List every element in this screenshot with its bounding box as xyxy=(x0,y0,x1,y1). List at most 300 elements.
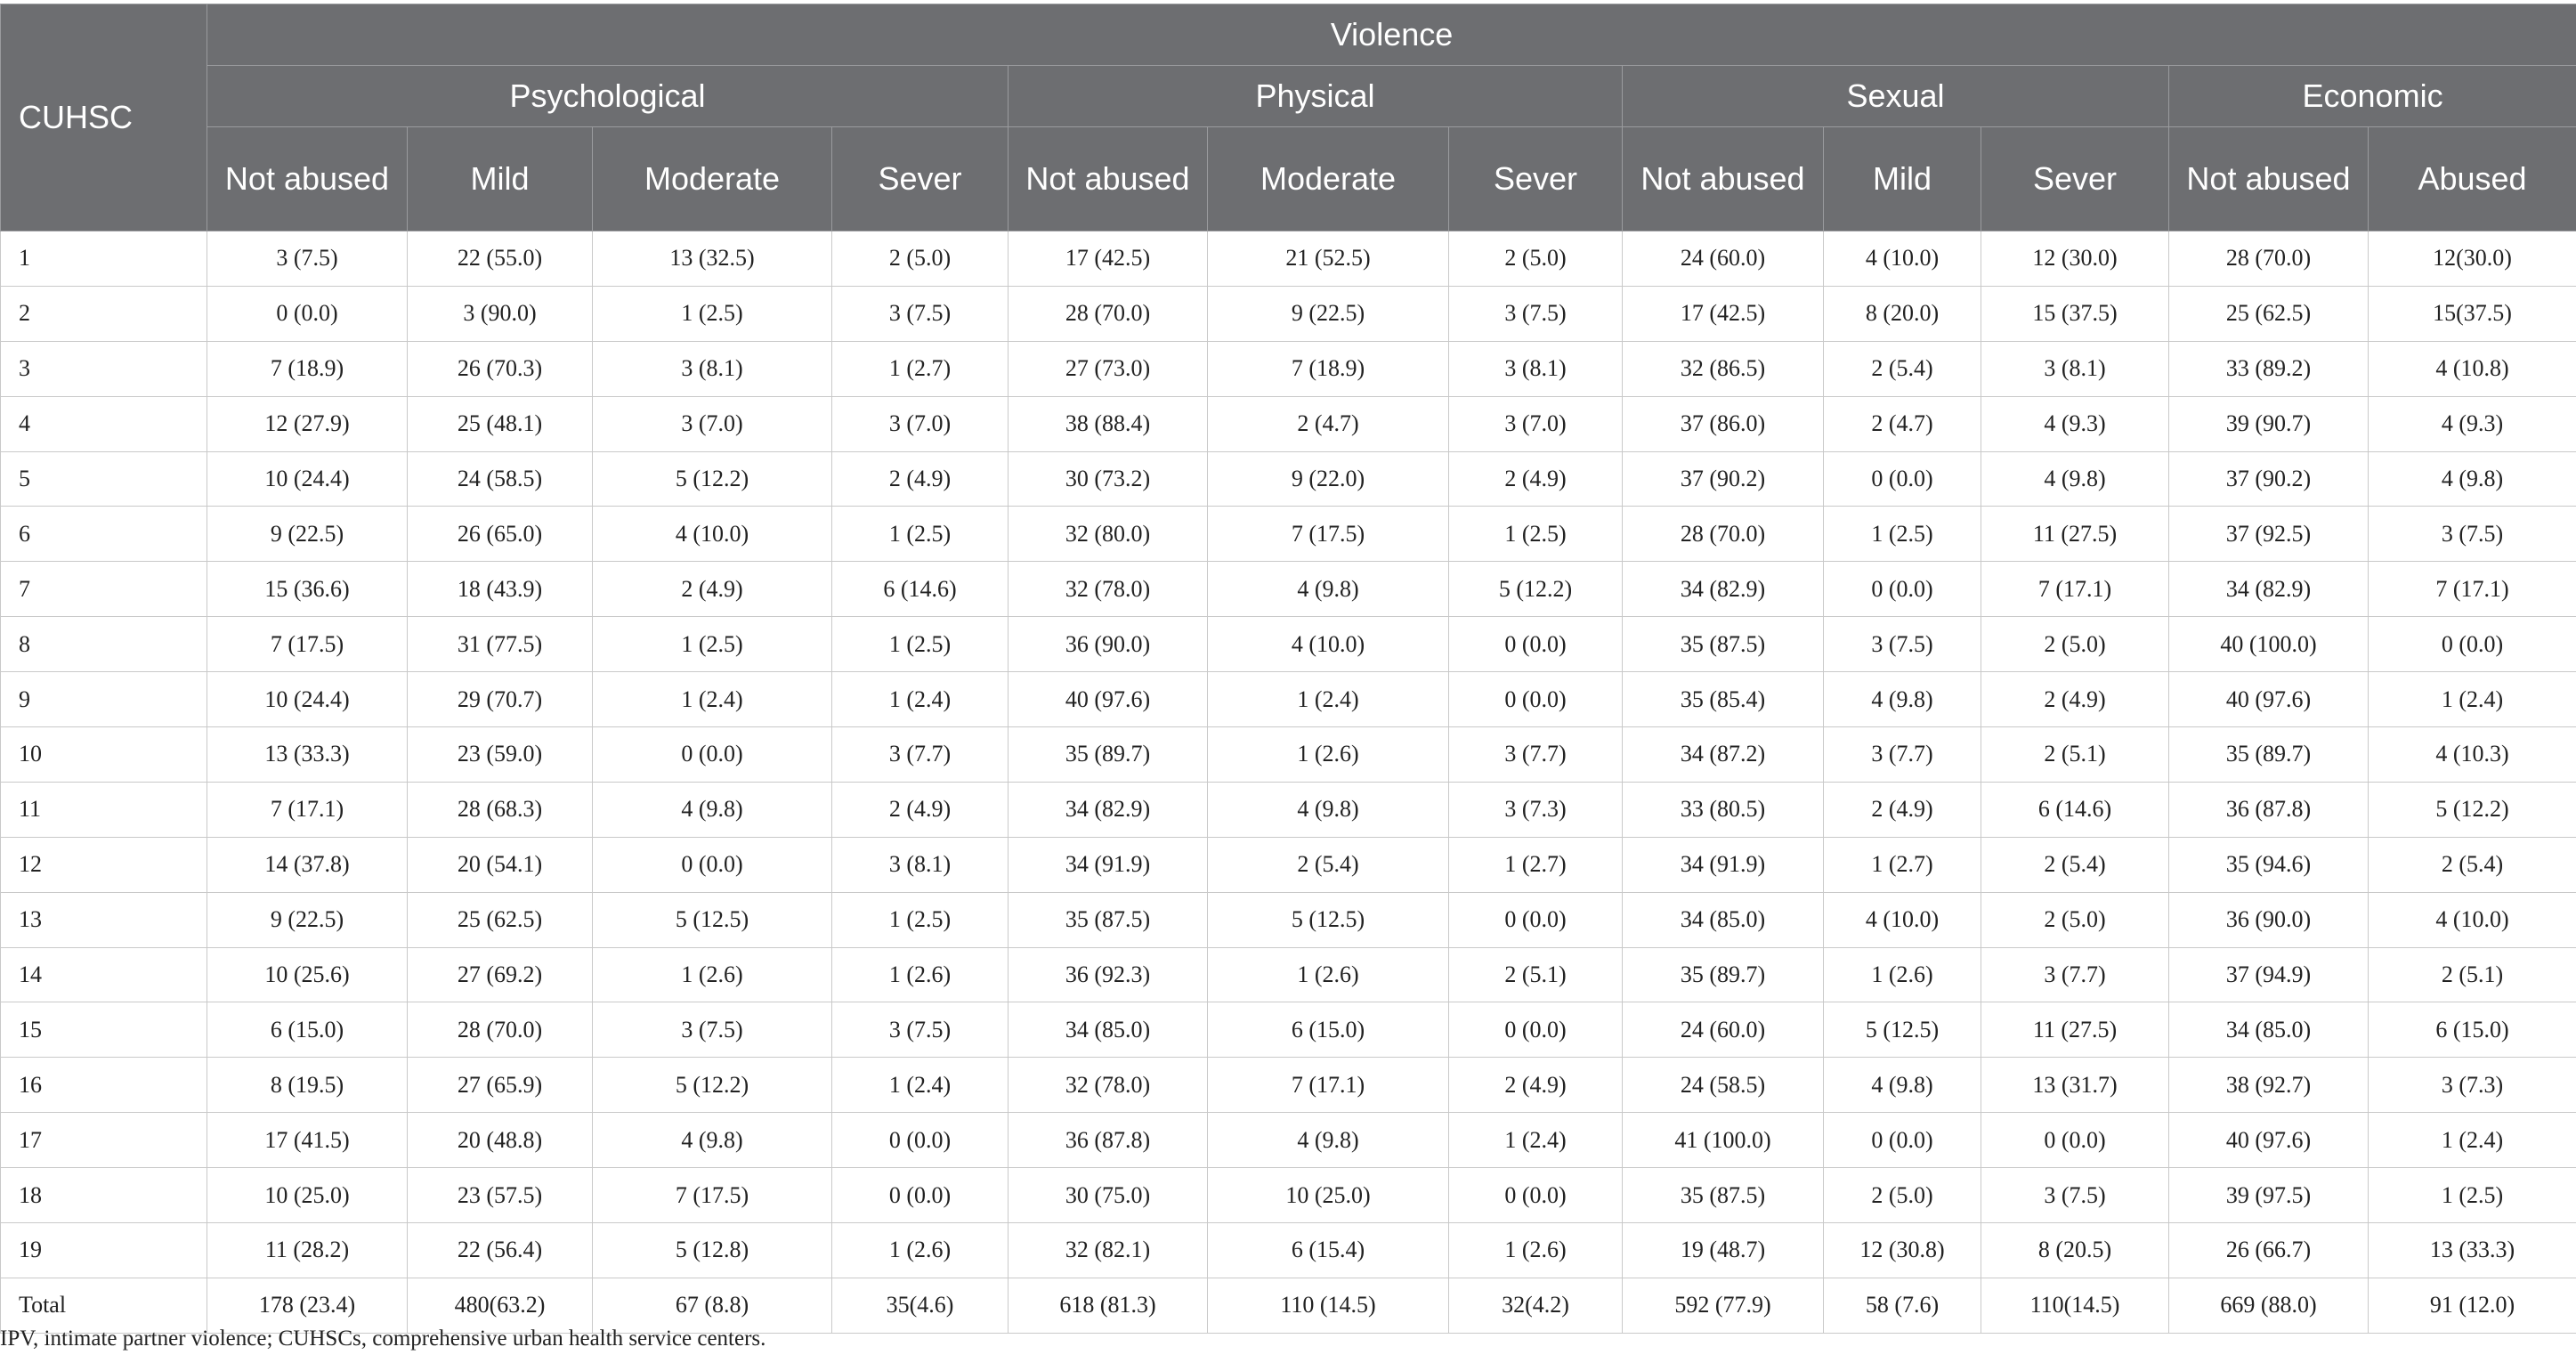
table-cell: 1 (2.6) xyxy=(1449,1223,1623,1278)
table-cell: 3 (7.5) xyxy=(1981,1168,2169,1223)
table-cell: 6 (15.0) xyxy=(207,1002,408,1058)
table-cell: 1 (2.5) xyxy=(832,892,1009,947)
table-cell: 37 (90.2) xyxy=(1623,451,1824,507)
table-cell: 6 (15.0) xyxy=(2369,1002,2576,1058)
table-cell: 32 (86.5) xyxy=(1623,341,1824,396)
table-cell: 4 (9.8) xyxy=(1824,672,1981,727)
table-cell: 30 (73.2) xyxy=(1009,451,1208,507)
row-label: 18 xyxy=(1,1168,207,1223)
table-cell: 1 (2.6) xyxy=(1824,947,1981,1002)
table-cell: 24 (60.0) xyxy=(1623,231,1824,287)
table-cell: 14 (37.8) xyxy=(207,837,408,892)
table-cell: 91 (12.0) xyxy=(2369,1278,2576,1333)
table-cell: 4 (10.8) xyxy=(2369,341,2576,396)
table-cell: 0 (0.0) xyxy=(207,286,408,341)
table-cell: 1 (2.5) xyxy=(593,617,832,672)
table-cell: 37 (94.9) xyxy=(2169,947,2369,1002)
table-cell: 6 (14.6) xyxy=(1981,782,2169,837)
table-cell: 32 (78.0) xyxy=(1009,562,1208,617)
table-cell: 1 (2.5) xyxy=(1824,507,1981,562)
table-cell: 37 (86.0) xyxy=(1623,396,1824,451)
table-body xyxy=(1,231,2576,1334)
table-cell: 12(30.0) xyxy=(2369,231,2576,287)
table-cell: 36 (87.8) xyxy=(2169,782,2369,837)
table-row xyxy=(1,837,2576,892)
table-cell: 37 (92.5) xyxy=(2169,507,2369,562)
table-cell: 3 (7.5) xyxy=(1449,286,1623,341)
table-cell: 4 (9.8) xyxy=(1981,451,2169,507)
table-cell: 27 (73.0) xyxy=(1009,341,1208,396)
table-cell: 24 (58.5) xyxy=(408,451,593,507)
table-cell: 0 (0.0) xyxy=(832,1113,1009,1168)
table-cell: 41 (100.0) xyxy=(1623,1113,1824,1168)
table-cell: 1 (2.4) xyxy=(832,1058,1009,1113)
table-cell: 0 (0.0) xyxy=(1824,562,1981,617)
column-header: Sever xyxy=(1981,127,2169,231)
table-cell: 15 (36.6) xyxy=(207,562,408,617)
table-cell: 27 (69.2) xyxy=(408,947,593,1002)
table-row xyxy=(1,947,2576,1002)
table-cell: 39 (90.7) xyxy=(2169,396,2369,451)
table-cell: 2 (5.1) xyxy=(1449,947,1623,1002)
table-cell: 3 (90.0) xyxy=(408,286,593,341)
table-cell: 28 (68.3) xyxy=(408,782,593,837)
table-cell: 1 (2.5) xyxy=(1449,507,1623,562)
table-cell: 178 (23.4) xyxy=(207,1278,408,1333)
table-cell: 0 (0.0) xyxy=(832,1168,1009,1223)
table-cell: 2 (5.0) xyxy=(1981,892,2169,947)
table-cell: 0 (0.0) xyxy=(1824,451,1981,507)
row-label: 19 xyxy=(1,1223,207,1278)
row-label: 16 xyxy=(1,1058,207,1113)
table-cell: 32 (78.0) xyxy=(1009,1058,1208,1113)
table-cell: 31 (77.5) xyxy=(408,617,593,672)
table-cell: 1 (2.7) xyxy=(1824,837,1981,892)
column-header: Not abused xyxy=(207,127,408,231)
table-cell: 5 (12.5) xyxy=(593,892,832,947)
column-header: Not abused xyxy=(2169,127,2369,231)
table-cell: 26 (70.3) xyxy=(408,341,593,396)
table-cell: 1 (2.7) xyxy=(832,341,1009,396)
row-label: 4 xyxy=(1,396,207,451)
column-header: Sever xyxy=(832,127,1009,231)
table-cell: 3 (7.7) xyxy=(832,727,1009,783)
table-cell: 5 (12.5) xyxy=(1208,892,1449,947)
table-row xyxy=(1,1113,2576,1168)
table-cell: 4 (9.3) xyxy=(2369,396,2576,451)
table-cell: 34 (91.9) xyxy=(1623,837,1824,892)
table-cell: 1 (2.6) xyxy=(1208,947,1449,1002)
table-cell: 39 (97.5) xyxy=(2169,1168,2369,1223)
table-cell: 7 (17.1) xyxy=(1981,562,2169,617)
table-cell: 2 (5.0) xyxy=(832,231,1009,287)
table-cell: 10 (25.6) xyxy=(207,947,408,1002)
table-cell: 0 (0.0) xyxy=(1449,1168,1623,1223)
table-cell: 5 (12.2) xyxy=(2369,782,2576,837)
table-cell: 35 (85.4) xyxy=(1623,672,1824,727)
table-cell: 2 (5.4) xyxy=(1981,837,2169,892)
table-cell: 11 (28.2) xyxy=(207,1223,408,1278)
table-cell: 34 (91.9) xyxy=(1009,837,1208,892)
table-cell: 10 (25.0) xyxy=(1208,1168,1449,1223)
table-cell: 4 (9.8) xyxy=(593,782,832,837)
table-head xyxy=(1,4,2576,231)
table-cell: 27 (65.9) xyxy=(408,1058,593,1113)
group-header-sexual: Sexual xyxy=(1623,66,2169,127)
table-cell: 0 (0.0) xyxy=(1449,617,1623,672)
column-header: Not abused xyxy=(1623,127,1824,231)
table-cell: 3 (8.1) xyxy=(832,837,1009,892)
table-cell: 1 (2.5) xyxy=(593,286,832,341)
table-cell: 10 (24.4) xyxy=(207,672,408,727)
table-cell: 2 (4.9) xyxy=(1449,1058,1623,1113)
table-cell: 25 (48.1) xyxy=(408,396,593,451)
table-cell: 34 (85.0) xyxy=(2169,1002,2369,1058)
table-cell: 30 (75.0) xyxy=(1009,1168,1208,1223)
table-cell: 15(37.5) xyxy=(2369,286,2576,341)
table-cell: 3 (8.1) xyxy=(593,341,832,396)
table-cell: 18 (43.9) xyxy=(408,562,593,617)
table-row xyxy=(1,396,2576,451)
row-label: Total xyxy=(1,1278,207,1333)
column-header: Sever xyxy=(1449,127,1623,231)
table-cell: 36 (92.3) xyxy=(1009,947,1208,1002)
group-header-psychological: Psychological xyxy=(207,66,1009,127)
table-row xyxy=(1,451,2576,507)
table-cell: 38 (92.7) xyxy=(2169,1058,2369,1113)
table-cell: 480(63.2) xyxy=(408,1278,593,1333)
row-label: 7 xyxy=(1,562,207,617)
table-cell: 7 (18.9) xyxy=(1208,341,1449,396)
row-label: 9 xyxy=(1,672,207,727)
table-cell: 5 (12.5) xyxy=(1824,1002,1981,1058)
table-cell: 2 (5.1) xyxy=(1981,727,2169,783)
table-cell: 2 (4.9) xyxy=(1981,672,2169,727)
table-cell: 0 (0.0) xyxy=(1449,672,1623,727)
table-row xyxy=(1,672,2576,727)
total-row xyxy=(1,1278,2576,1333)
table-cell: 2 (5.4) xyxy=(1824,341,1981,396)
table-cell: 2 (4.9) xyxy=(832,451,1009,507)
table-cell: 3 (7.3) xyxy=(1449,782,1623,837)
table-cell: 1 (2.7) xyxy=(1449,837,1623,892)
group-header-economic: Economic xyxy=(2169,66,2576,127)
table-cell: 22 (56.4) xyxy=(408,1223,593,1278)
table-cell: 20 (48.8) xyxy=(408,1113,593,1168)
table-cell: 12 (27.9) xyxy=(207,396,408,451)
table-cell: 4 (9.8) xyxy=(1208,1113,1449,1168)
table-cell: 3 (8.1) xyxy=(1981,341,2169,396)
super-header-violence: Violence xyxy=(207,4,2576,66)
table-cell: 0 (0.0) xyxy=(1981,1113,2169,1168)
table-cell: 11 (27.5) xyxy=(1981,1002,2169,1058)
table-cell: 35 (89.7) xyxy=(1623,947,1824,1002)
table-cell: 1 (2.4) xyxy=(593,672,832,727)
table-cell: 32(4.2) xyxy=(1449,1278,1623,1333)
table-cell: 24 (58.5) xyxy=(1623,1058,1824,1113)
table-cell: 58 (7.6) xyxy=(1824,1278,1981,1333)
table-cell: 35 (87.5) xyxy=(1009,892,1208,947)
table-cell: 7 (17.5) xyxy=(1208,507,1449,562)
violence-table xyxy=(0,4,2576,1334)
table-cell: 1 (2.6) xyxy=(593,947,832,1002)
table-cell: 2 (4.9) xyxy=(1449,451,1623,507)
table-cell: 32 (82.1) xyxy=(1009,1223,1208,1278)
row-label: 12 xyxy=(1,837,207,892)
table-cell: 0 (0.0) xyxy=(593,727,832,783)
column-header: Mild xyxy=(408,127,593,231)
table-cell: 40 (97.6) xyxy=(2169,1113,2369,1168)
table-cell: 7 (17.1) xyxy=(1208,1058,1449,1113)
table-cell: 3 (7.5) xyxy=(2369,507,2576,562)
table-row xyxy=(1,1002,2576,1058)
table-cell: 23 (57.5) xyxy=(408,1168,593,1223)
table-cell: 9 (22.0) xyxy=(1208,451,1449,507)
table-cell: 17 (42.5) xyxy=(1009,231,1208,287)
table-cell: 34 (82.9) xyxy=(2169,562,2369,617)
table-cell: 5 (12.2) xyxy=(593,451,832,507)
table-row xyxy=(1,617,2576,672)
table-cell: 0 (0.0) xyxy=(2369,617,2576,672)
table-cell: 4 (9.8) xyxy=(1208,562,1449,617)
table-cell: 3 (7.5) xyxy=(832,286,1009,341)
table-cell: 26 (66.7) xyxy=(2169,1223,2369,1278)
table-cell: 1 (2.6) xyxy=(832,1223,1009,1278)
table-cell: 34 (85.0) xyxy=(1623,892,1824,947)
table-cell: 2 (4.9) xyxy=(832,782,1009,837)
row-label: 6 xyxy=(1,507,207,562)
table-cell: 2 (5.4) xyxy=(1208,837,1449,892)
table-cell: 3 (7.5) xyxy=(832,1002,1009,1058)
table-cell: 1 (2.6) xyxy=(1208,727,1449,783)
group-header-physical: Physical xyxy=(1009,66,1623,127)
table-cell: 8 (19.5) xyxy=(207,1058,408,1113)
table-cell: 1 (2.4) xyxy=(1208,672,1449,727)
table-cell: 2 (4.7) xyxy=(1208,396,1449,451)
row-label: 11 xyxy=(1,782,207,837)
table-cell: 3 (7.0) xyxy=(832,396,1009,451)
table-cell: 618 (81.3) xyxy=(1009,1278,1208,1333)
table-cell: 67 (8.8) xyxy=(593,1278,832,1333)
row-label: 2 xyxy=(1,286,207,341)
table-cell: 28 (70.0) xyxy=(1623,507,1824,562)
table-cell: 35(4.6) xyxy=(832,1278,1009,1333)
table-cell: 13 (33.3) xyxy=(2369,1223,2576,1278)
table-cell: 669 (88.0) xyxy=(2169,1278,2369,1333)
table-cell: 4 (10.0) xyxy=(2369,892,2576,947)
table-row xyxy=(1,341,2576,396)
row-label: 8 xyxy=(1,617,207,672)
table-cell: 29 (70.7) xyxy=(408,672,593,727)
row-label: 1 xyxy=(1,231,207,287)
table-cell: 36 (90.0) xyxy=(1009,617,1208,672)
table-cell: 23 (59.0) xyxy=(408,727,593,783)
table-cell: 36 (87.8) xyxy=(1009,1113,1208,1168)
table-cell: 17 (41.5) xyxy=(207,1113,408,1168)
table-cell: 12 (30.0) xyxy=(1981,231,2169,287)
table-cell: 7 (18.9) xyxy=(207,341,408,396)
table-row xyxy=(1,1168,2576,1223)
table-cell: 9 (22.5) xyxy=(1208,286,1449,341)
table-cell: 37 (90.2) xyxy=(2169,451,2369,507)
table-cell: 12 (30.8) xyxy=(1824,1223,1981,1278)
table-cell: 5 (12.2) xyxy=(1449,562,1623,617)
table-cell: 1 (2.5) xyxy=(832,507,1009,562)
table-row xyxy=(1,507,2576,562)
table-cell: 2 (4.9) xyxy=(593,562,832,617)
row-label: 14 xyxy=(1,947,207,1002)
table-cell: 7 (17.5) xyxy=(593,1168,832,1223)
table-cell: 6 (15.4) xyxy=(1208,1223,1449,1278)
table-cell: 35 (87.5) xyxy=(1623,1168,1824,1223)
table-cell: 40 (97.6) xyxy=(2169,672,2369,727)
table-cell: 7 (17.1) xyxy=(207,782,408,837)
table-cell: 0 (0.0) xyxy=(593,837,832,892)
table-cell: 110(14.5) xyxy=(1981,1278,2169,1333)
table-cell: 110 (14.5) xyxy=(1208,1278,1449,1333)
table-cell: 8 (20.5) xyxy=(1981,1223,2169,1278)
table-cell: 4 (9.3) xyxy=(1981,396,2169,451)
row-label: 13 xyxy=(1,892,207,947)
table-cell: 1 (2.5) xyxy=(2369,1168,2576,1223)
column-header: Abused xyxy=(2369,127,2576,231)
table-cell: 3 (7.0) xyxy=(593,396,832,451)
table-cell: 4 (9.8) xyxy=(1824,1058,1981,1113)
table-cell: 35 (89.7) xyxy=(2169,727,2369,783)
column-header: Mild xyxy=(1824,127,1981,231)
table-cell: 5 (12.8) xyxy=(593,1223,832,1278)
table-row xyxy=(1,1058,2576,1113)
table-cell: 10 (25.0) xyxy=(207,1168,408,1223)
table-cell: 7 (17.5) xyxy=(207,617,408,672)
table-cell: 4 (10.0) xyxy=(1824,892,1981,947)
table-cell: 4 (10.0) xyxy=(593,507,832,562)
table-cell: 21 (52.5) xyxy=(1208,231,1449,287)
table-cell: 4 (10.0) xyxy=(1208,617,1449,672)
table-cell: 13 (31.7) xyxy=(1981,1058,2169,1113)
table-cell: 35 (89.7) xyxy=(1009,727,1208,783)
table-cell: 2 (4.9) xyxy=(1824,782,1981,837)
table-cell: 8 (20.0) xyxy=(1824,286,1981,341)
table-cell: 2 (5.4) xyxy=(2369,837,2576,892)
table-row xyxy=(1,782,2576,837)
table-container xyxy=(0,4,2576,1334)
row-label: 10 xyxy=(1,727,207,783)
table-cell: 3 (7.5) xyxy=(1824,617,1981,672)
table-cell: 13 (33.3) xyxy=(207,727,408,783)
row-label: 5 xyxy=(1,451,207,507)
table-row xyxy=(1,231,2576,287)
table-cell: 40 (97.6) xyxy=(1009,672,1208,727)
table-cell: 4 (9.8) xyxy=(1208,782,1449,837)
table-cell: 19 (48.7) xyxy=(1623,1223,1824,1278)
table-cell: 25 (62.5) xyxy=(2169,286,2369,341)
column-header: Not abused xyxy=(1009,127,1208,231)
table-row xyxy=(1,727,2576,783)
row-label: 15 xyxy=(1,1002,207,1058)
table-cell: 38 (88.4) xyxy=(1009,396,1208,451)
table-cell: 15 (37.5) xyxy=(1981,286,2169,341)
table-cell: 1 (2.4) xyxy=(832,672,1009,727)
table-row xyxy=(1,286,2576,341)
table-cell: 11 (27.5) xyxy=(1981,507,2169,562)
table-cell: 35 (94.6) xyxy=(2169,837,2369,892)
table-cell: 2 (5.0) xyxy=(1824,1168,1981,1223)
table-cell: 3 (8.1) xyxy=(1449,341,1623,396)
table-cell: 32 (80.0) xyxy=(1009,507,1208,562)
table-cell: 9 (22.5) xyxy=(207,892,408,947)
table-cell: 13 (32.5) xyxy=(593,231,832,287)
table-cell: 3 (7.3) xyxy=(2369,1058,2576,1113)
table-cell: 24 (60.0) xyxy=(1623,1002,1824,1058)
table-cell: 34 (82.9) xyxy=(1623,562,1824,617)
table-cell: 1 (2.5) xyxy=(832,617,1009,672)
table-cell: 6 (15.0) xyxy=(1208,1002,1449,1058)
table-cell: 3 (7.0) xyxy=(1449,396,1623,451)
footnote: IPV, intimate partner violence; CUHSCs, comprehensive urban health service centers. xyxy=(0,1326,766,1351)
table-cell: 0 (0.0) xyxy=(1449,1002,1623,1058)
table-cell: 28 (70.0) xyxy=(1009,286,1208,341)
table-row xyxy=(1,892,2576,947)
table-cell: 1 (2.6) xyxy=(832,947,1009,1002)
table-cell: 35 (87.5) xyxy=(1623,617,1824,672)
table-cell: 3 (7.7) xyxy=(1449,727,1623,783)
column-header: Moderate xyxy=(1208,127,1449,231)
table-cell: 4 (9.8) xyxy=(593,1113,832,1168)
table-cell: 3 (7.7) xyxy=(1824,727,1981,783)
table-cell: 4 (9.8) xyxy=(2369,451,2576,507)
row-label: 3 xyxy=(1,341,207,396)
table-cell: 28 (70.0) xyxy=(408,1002,593,1058)
table-cell: 33 (89.2) xyxy=(2169,341,2369,396)
table-cell: 34 (85.0) xyxy=(1009,1002,1208,1058)
table-cell: 34 (82.9) xyxy=(1009,782,1208,837)
table-cell: 592 (77.9) xyxy=(1623,1278,1824,1333)
table-cell: 33 (80.5) xyxy=(1623,782,1824,837)
table-cell: 2 (4.7) xyxy=(1824,396,1981,451)
table-cell: 17 (42.5) xyxy=(1623,286,1824,341)
table-cell: 25 (62.5) xyxy=(408,892,593,947)
table-cell: 34 (87.2) xyxy=(1623,727,1824,783)
table-cell: 22 (55.0) xyxy=(408,231,593,287)
table-cell: 9 (22.5) xyxy=(207,507,408,562)
table-cell: 4 (10.0) xyxy=(1824,231,1981,287)
table-cell: 0 (0.0) xyxy=(1449,892,1623,947)
table-cell: 5 (12.2) xyxy=(593,1058,832,1113)
table-cell: 2 (5.0) xyxy=(1981,617,2169,672)
table-cell: 1 (2.4) xyxy=(1449,1113,1623,1168)
row-label: 17 xyxy=(1,1113,207,1168)
table-cell: 36 (90.0) xyxy=(2169,892,2369,947)
table-row xyxy=(1,1223,2576,1278)
table-cell: 26 (65.0) xyxy=(408,507,593,562)
table-cell: 3 (7.5) xyxy=(207,231,408,287)
table-cell: 2 (5.1) xyxy=(2369,947,2576,1002)
table-cell: 1 (2.4) xyxy=(2369,672,2576,727)
column-header: Moderate xyxy=(593,127,832,231)
table-cell: 40 (100.0) xyxy=(2169,617,2369,672)
table-cell: 10 (24.4) xyxy=(207,451,408,507)
table-cell: 0 (0.0) xyxy=(1824,1113,1981,1168)
row-header-cuhsc: CUHSC xyxy=(1,4,207,231)
table-cell: 1 (2.4) xyxy=(2369,1113,2576,1168)
table-cell: 20 (54.1) xyxy=(408,837,593,892)
table-cell: 28 (70.0) xyxy=(2169,231,2369,287)
table-cell: 4 (10.3) xyxy=(2369,727,2576,783)
table-cell: 3 (7.5) xyxy=(593,1002,832,1058)
table-cell: 2 (5.0) xyxy=(1449,231,1623,287)
table-cell: 6 (14.6) xyxy=(832,562,1009,617)
